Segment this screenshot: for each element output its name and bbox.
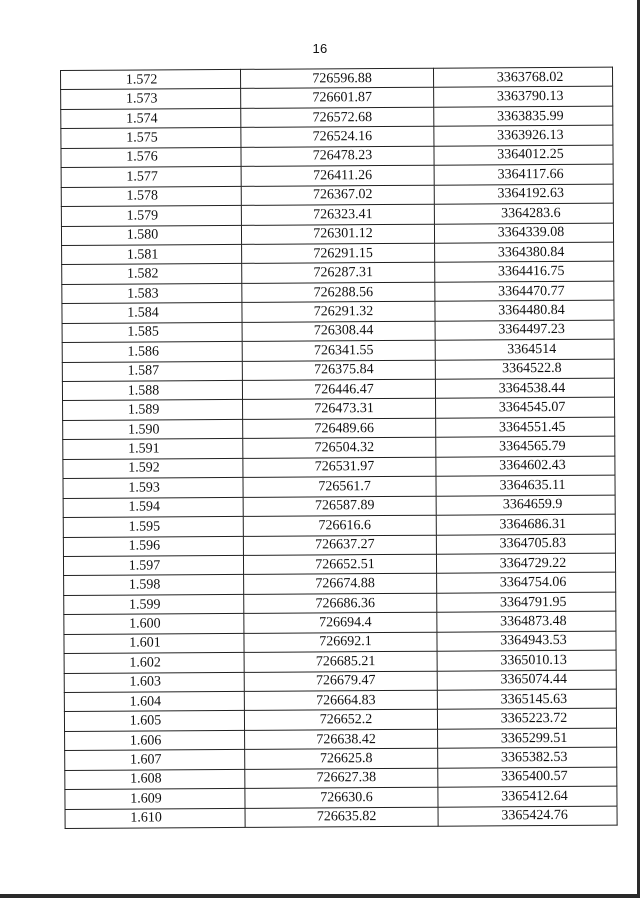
- x-coordinate-cell: 726616.6: [243, 515, 436, 536]
- point-id-cell: 1.593: [63, 478, 243, 499]
- y-coordinate-cell: 3364602.43: [436, 456, 615, 477]
- x-coordinate-cell: 726341.55: [242, 340, 435, 361]
- x-coordinate-cell: 726652.51: [243, 554, 436, 575]
- point-id-cell: 1.572: [61, 69, 241, 90]
- point-id-cell: 1.606: [65, 730, 245, 751]
- x-coordinate-cell: 726685.21: [244, 651, 437, 672]
- x-coordinate-cell: 726375.84: [242, 360, 435, 381]
- x-coordinate-cell: 726587.89: [243, 496, 436, 517]
- x-coordinate-cell: 726601.87: [241, 88, 434, 109]
- x-coordinate-cell: 726411.26: [241, 165, 434, 186]
- x-coordinate-cell: 726524.16: [241, 127, 434, 148]
- y-coordinate-cell: 3364659.9: [436, 495, 615, 516]
- x-coordinate-cell: 726446.47: [242, 379, 435, 400]
- y-coordinate-cell: 3363768.02: [433, 67, 612, 88]
- x-coordinate-cell: 726288.56: [242, 282, 435, 303]
- y-coordinate-cell: 3365424.76: [438, 806, 617, 827]
- point-id-cell: 1.585: [62, 322, 242, 343]
- x-coordinate-cell: 726323.41: [241, 204, 434, 225]
- y-coordinate-cell: 3365382.53: [438, 747, 617, 768]
- x-coordinate-cell: 726652.2: [244, 710, 437, 731]
- y-coordinate-cell: 3365145.63: [437, 689, 616, 710]
- y-coordinate-cell: 3364480.84: [435, 300, 614, 321]
- x-coordinate-cell: 726473.31: [243, 399, 436, 420]
- coordinates-table: [60, 67, 618, 829]
- page-number: 16: [312, 41, 328, 56]
- x-coordinate-cell: 726572.68: [241, 107, 434, 128]
- x-coordinate-cell: 726635.82: [245, 807, 438, 828]
- point-id-cell: 1.582: [62, 264, 242, 285]
- x-coordinate-cell: 726692.1: [244, 632, 437, 653]
- point-id-cell: 1.594: [63, 497, 243, 518]
- point-id-cell: 1.581: [62, 244, 242, 265]
- point-id-cell: 1.576: [61, 147, 241, 168]
- y-coordinate-cell: 3364117.66: [434, 164, 613, 185]
- point-id-cell: 1.575: [61, 128, 241, 149]
- x-coordinate-cell: 726301.12: [241, 224, 434, 245]
- point-id-cell: 1.587: [62, 361, 242, 382]
- y-coordinate-cell: 3364873.48: [437, 611, 616, 632]
- x-coordinate-cell: 726625.8: [245, 749, 438, 770]
- x-coordinate-cell: 726287.31: [242, 263, 435, 284]
- point-id-cell: 1.604: [64, 691, 244, 712]
- x-coordinate-cell: 726367.02: [241, 185, 434, 206]
- y-coordinate-cell: 3364416.75: [435, 261, 614, 282]
- x-coordinate-cell: 726637.27: [243, 535, 436, 556]
- point-id-cell: 1.586: [62, 342, 242, 363]
- y-coordinate-cell: 3364545.07: [436, 398, 615, 419]
- x-coordinate-cell: 726664.83: [244, 690, 437, 711]
- point-id-cell: 1.577: [61, 167, 241, 188]
- y-coordinate-cell: 3364754.06: [437, 572, 616, 593]
- y-coordinate-cell: 3364192.63: [434, 184, 613, 205]
- point-id-cell: 1.578: [61, 186, 241, 207]
- point-id-cell: 1.599: [64, 594, 244, 615]
- y-coordinate-cell: 3365074.44: [437, 670, 616, 691]
- x-coordinate-cell: 726679.47: [244, 671, 437, 692]
- point-id-cell: 1.589: [63, 400, 243, 421]
- y-coordinate-cell: 3364705.83: [436, 534, 615, 555]
- point-id-cell: 1.573: [61, 89, 241, 110]
- x-coordinate-cell: 726291.15: [242, 243, 435, 264]
- y-coordinate-cell: 3365223.72: [437, 709, 616, 730]
- point-id-cell: 1.602: [64, 653, 244, 674]
- y-coordinate-cell: 3364565.79: [436, 436, 615, 457]
- point-id-cell: 1.600: [64, 614, 244, 635]
- point-id-cell: 1.597: [63, 555, 243, 576]
- x-coordinate-cell: 726504.32: [243, 438, 436, 459]
- point-id-cell: 1.607: [65, 750, 245, 771]
- x-coordinate-cell: 726630.6: [245, 787, 438, 808]
- y-coordinate-cell: 3365412.64: [438, 786, 617, 807]
- y-coordinate-cell: 3364551.45: [436, 417, 615, 438]
- y-coordinate-cell: 3364514: [435, 339, 614, 360]
- page-edge-bottom: [0, 894, 640, 898]
- y-coordinate-cell: 3364635.11: [436, 475, 615, 496]
- y-coordinate-cell: 3363790.13: [434, 87, 613, 108]
- point-id-cell: 1.601: [64, 633, 244, 654]
- point-id-cell: 1.588: [62, 380, 242, 401]
- point-id-cell: 1.595: [63, 516, 243, 537]
- x-coordinate-cell: 726596.88: [240, 68, 433, 89]
- x-coordinate-cell: 726674.88: [244, 574, 437, 595]
- point-id-cell: 1.580: [61, 225, 241, 246]
- coordinates-table-body: [61, 67, 618, 828]
- point-id-cell: 1.605: [64, 711, 244, 732]
- x-coordinate-cell: 726638.42: [245, 729, 438, 750]
- y-coordinate-cell: 3364943.53: [437, 631, 616, 652]
- point-id-cell: 1.584: [62, 303, 242, 324]
- x-coordinate-cell: 726561.7: [243, 476, 436, 497]
- point-id-cell: 1.574: [61, 108, 241, 129]
- y-coordinate-cell: 3364522.8: [435, 359, 614, 380]
- y-coordinate-cell: 3365010.13: [437, 650, 616, 671]
- point-id-cell: 1.609: [65, 789, 245, 810]
- point-id-cell: 1.596: [63, 536, 243, 557]
- y-coordinate-cell: 3364791.95: [437, 592, 616, 613]
- point-id-cell: 1.583: [62, 283, 242, 304]
- point-id-cell: 1.598: [64, 575, 244, 596]
- point-id-cell: 1.579: [61, 205, 241, 226]
- x-coordinate-cell: 726627.38: [245, 768, 438, 789]
- point-id-cell: 1.591: [63, 439, 243, 460]
- y-coordinate-cell: 3364497.23: [435, 320, 614, 341]
- x-coordinate-cell: 726531.97: [243, 457, 436, 478]
- y-coordinate-cell: 3364470.77: [435, 281, 614, 302]
- y-coordinate-cell: 3363926.13: [434, 125, 613, 146]
- point-id-cell: 1.592: [63, 458, 243, 479]
- x-coordinate-cell: 726686.36: [244, 593, 437, 614]
- y-coordinate-cell: 3364380.84: [435, 242, 614, 263]
- x-coordinate-cell: 726694.4: [244, 612, 437, 633]
- point-id-cell: 1.603: [64, 672, 244, 693]
- x-coordinate-cell: 726489.66: [243, 418, 436, 439]
- y-coordinate-cell: 3364283.6: [434, 203, 613, 224]
- y-coordinate-cell: 3364686.31: [436, 514, 615, 535]
- x-coordinate-cell: 726308.44: [242, 321, 435, 342]
- point-id-cell: 1.590: [63, 419, 243, 440]
- table-row: [65, 806, 617, 829]
- y-coordinate-cell: 3363835.99: [434, 106, 613, 127]
- x-coordinate-cell: 726291.32: [242, 301, 435, 322]
- y-coordinate-cell: 3365299.51: [438, 728, 617, 749]
- y-coordinate-cell: 3364339.08: [434, 223, 613, 244]
- y-coordinate-cell: 3364538.44: [435, 378, 614, 399]
- y-coordinate-cell: 3364729.22: [436, 553, 615, 574]
- x-coordinate-cell: 726478.23: [241, 146, 434, 167]
- y-coordinate-cell: 3364012.25: [434, 145, 613, 166]
- point-id-cell: 1.608: [65, 769, 245, 790]
- y-coordinate-cell: 3365400.57: [438, 767, 617, 788]
- point-id-cell: 1.610: [65, 808, 245, 829]
